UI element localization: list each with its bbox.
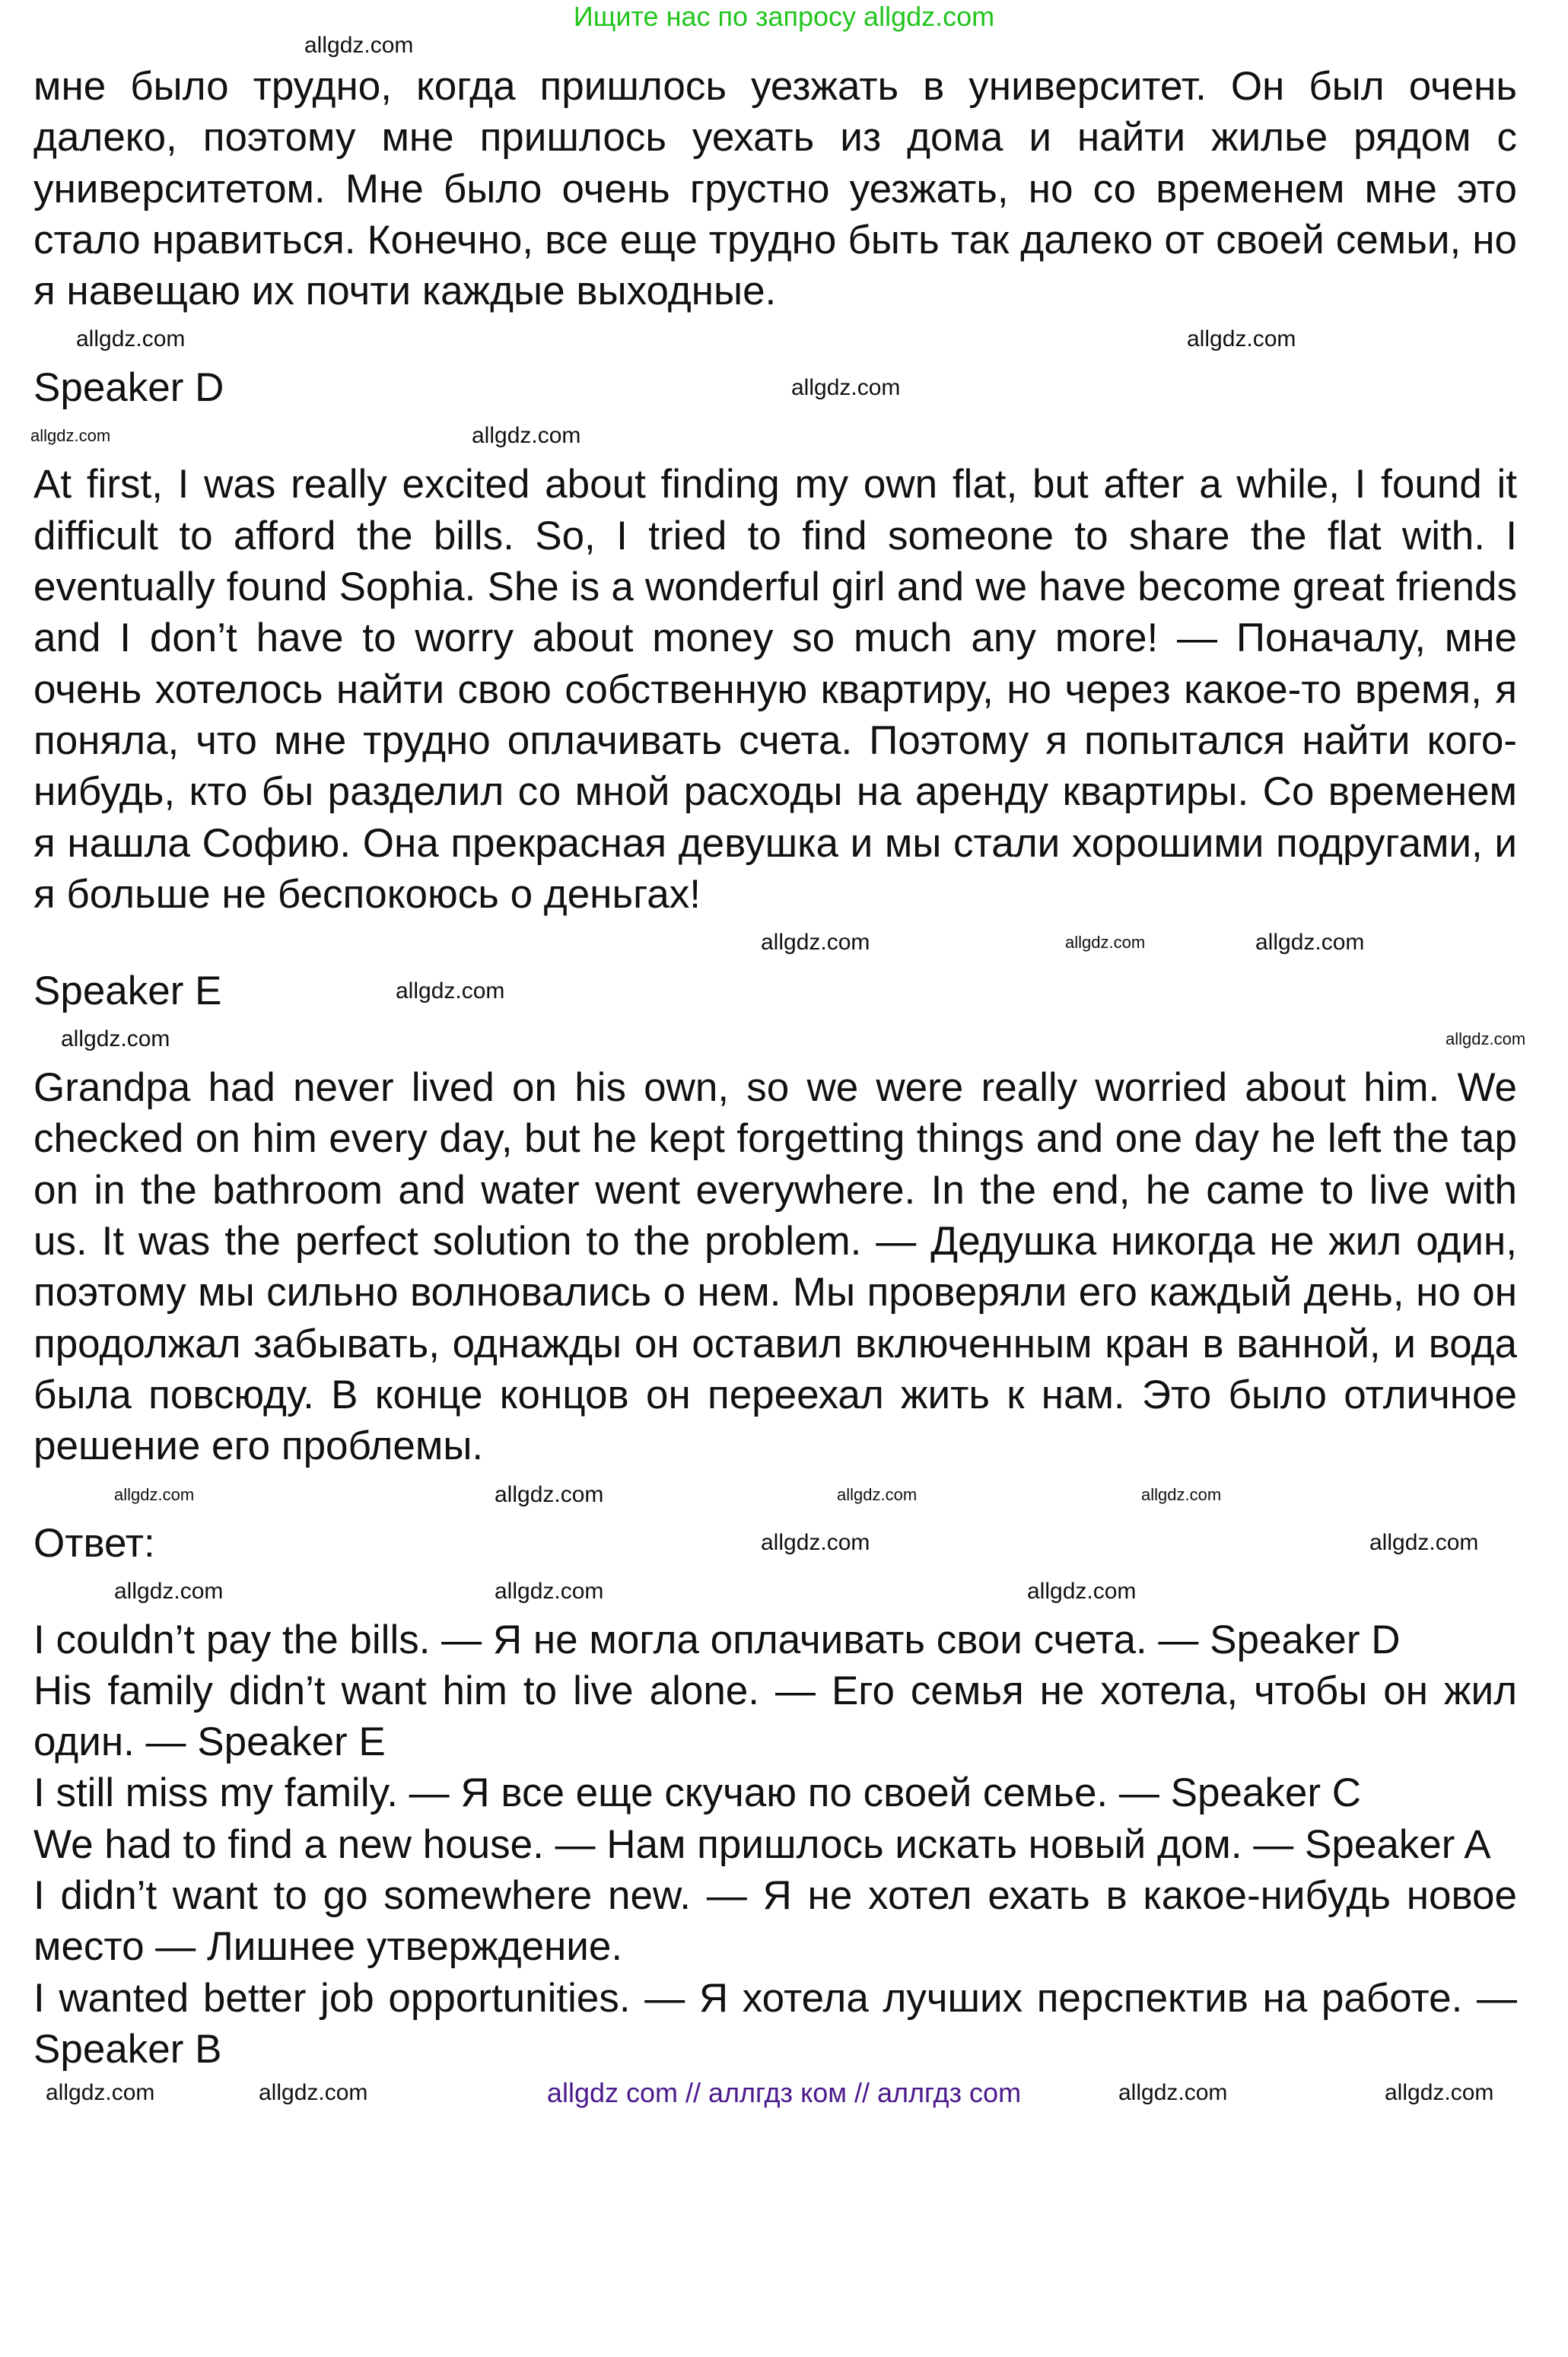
answer-item: I didn’t want to go somewhere new. — Я не хотел ехать в какое-нибудь новое место — Лишнее утверждение. <box>33 1873 1517 1970</box>
speaker-d-text: At first, I was really excited about finding my own flat, but after a while, I found it difficult to afford the bills. So, I tried to find someone to share the flat with. I eventually found Sophia. She is a wonderful girl and we have become great friends and I don’t have to worry about money so much any more! — Поначалу, мне очень хотелось найти свою собственную квартиру, но через какое-то время, я поняла, что мне трудно оплачивать счета. Поэтому я попытался найти кого-нибудь, кто бы разделил со мной расходы на аренду квартиры. Со временем я нашла Софию. Она прекрасная девушка и мы стали хорошими подругами, и я больше не беспокоюсь о деньгах! <box>33 462 1517 917</box>
footer-row <box>0 2075 1568 2111</box>
spacer <box>0 316 1568 362</box>
spacer <box>0 413 1568 459</box>
watermark: allgdz.com <box>495 1578 604 1604</box>
paragraph-speaker-c-translation-end: мне было трудно, когда пришлось уезжать в университет. Он был очень далеко, поэтому мне пришлось уехать из дома и найти жилье рядом с университетом. Мне было очень грустно уезжать, но со временем мне это стало нравиться. Конечно, все еще трудно быть так далеко от своей семьи, но я навещаю их почти каждые выходные. <box>33 64 1517 314</box>
watermark: allgdz.com <box>396 978 505 1004</box>
answer-item: We had to find a new house. — Нам пришлось искать новый дом. — Speaker A <box>33 1821 1491 1867</box>
watermark: allgdz.com <box>472 423 581 449</box>
watermark: allgdz.com <box>1187 326 1296 352</box>
watermark: allgdz.com <box>1118 2080 1228 2106</box>
watermark: allgdz.com <box>1385 2080 1494 2106</box>
answer-item: His family didn’t want him to live alone. — Его семья не хотела, чтобы он жил один. — Speaker E <box>33 1668 1517 1765</box>
watermark: allgdz.com <box>1027 1578 1137 1604</box>
watermark: allgdz.com <box>1446 1029 1526 1049</box>
watermark: allgdz.com <box>61 1026 170 1052</box>
watermark: allgdz.com <box>791 374 901 400</box>
watermark: allgdz.com <box>1255 930 1365 956</box>
answer-list <box>33 1614 1517 2075</box>
watermark: allgdz.com <box>1369 1530 1479 1556</box>
watermark: allgdz.com <box>1141 1484 1222 1504</box>
footer-watermark: allgdz com // аллгдз ком // аллгдз com <box>546 2077 1022 2109</box>
watermark: allgdz.com <box>761 1530 870 1556</box>
header-row <box>0 0 1568 61</box>
speaker-e-heading: Speaker E <box>33 969 222 1014</box>
speaker-e-text: Grandpa had never lived on his own, so we were really worried about him. We checked on him every day, but he kept forgetting things and one day he left the tap on in the bathroom and water went everywhere. In the end, he came to live with us. It was the perfect solution to the problem. — Дедушка никогда не жил один, поэтому мы сильно волновались о нем. Мы проверяли его каждый день, но он продолжал забывать, однажды он оставил включенным кран в ванной, и вода была повсюду. В конце концов он переехал жить к нам. Это было отличное решение его проблемы. <box>33 1065 1517 1469</box>
speaker-e-heading-row <box>0 965 1568 1016</box>
spacer <box>0 1569 1568 1614</box>
answer-item: I wanted better job opportunities. — Я хотела лучших перспектив на работе. — Speaker B <box>33 1975 1517 2072</box>
watermark: allgdz.com <box>114 1578 224 1604</box>
spacer <box>0 1016 1568 1062</box>
watermark: allgdz.com <box>76 326 186 352</box>
answer-item: I couldn’t pay the bills. — Я не могла оплачивать свои счета. — Speaker D <box>33 1617 1401 1662</box>
watermark: allgdz.com <box>46 2080 155 2106</box>
answer-heading: Ответ: <box>33 1520 155 1566</box>
watermark: allgdz.com <box>259 2080 368 2106</box>
speaker-d-heading: Speaker D <box>33 365 224 411</box>
watermark: allgdz.com <box>30 426 111 446</box>
search-banner: Ищите нас по запросу allgdz.com <box>573 1 995 32</box>
answer-heading-row <box>0 1518 1568 1569</box>
speaker-d-heading-row <box>0 362 1568 413</box>
spacer <box>0 1472 1568 1518</box>
watermark: allgdz.com <box>495 1481 604 1507</box>
watermark: allgdz.com <box>761 930 870 956</box>
watermark: allgdz.com <box>114 1484 195 1504</box>
watermark: allgdz.com <box>1065 933 1146 953</box>
spacer <box>0 920 1568 965</box>
answer-item: I still miss my family. — Я все еще скучаю по своей семье. — Speaker C <box>33 1770 1362 1816</box>
watermark: allgdz.com <box>837 1484 918 1504</box>
watermark: allgdz.com <box>304 33 414 58</box>
